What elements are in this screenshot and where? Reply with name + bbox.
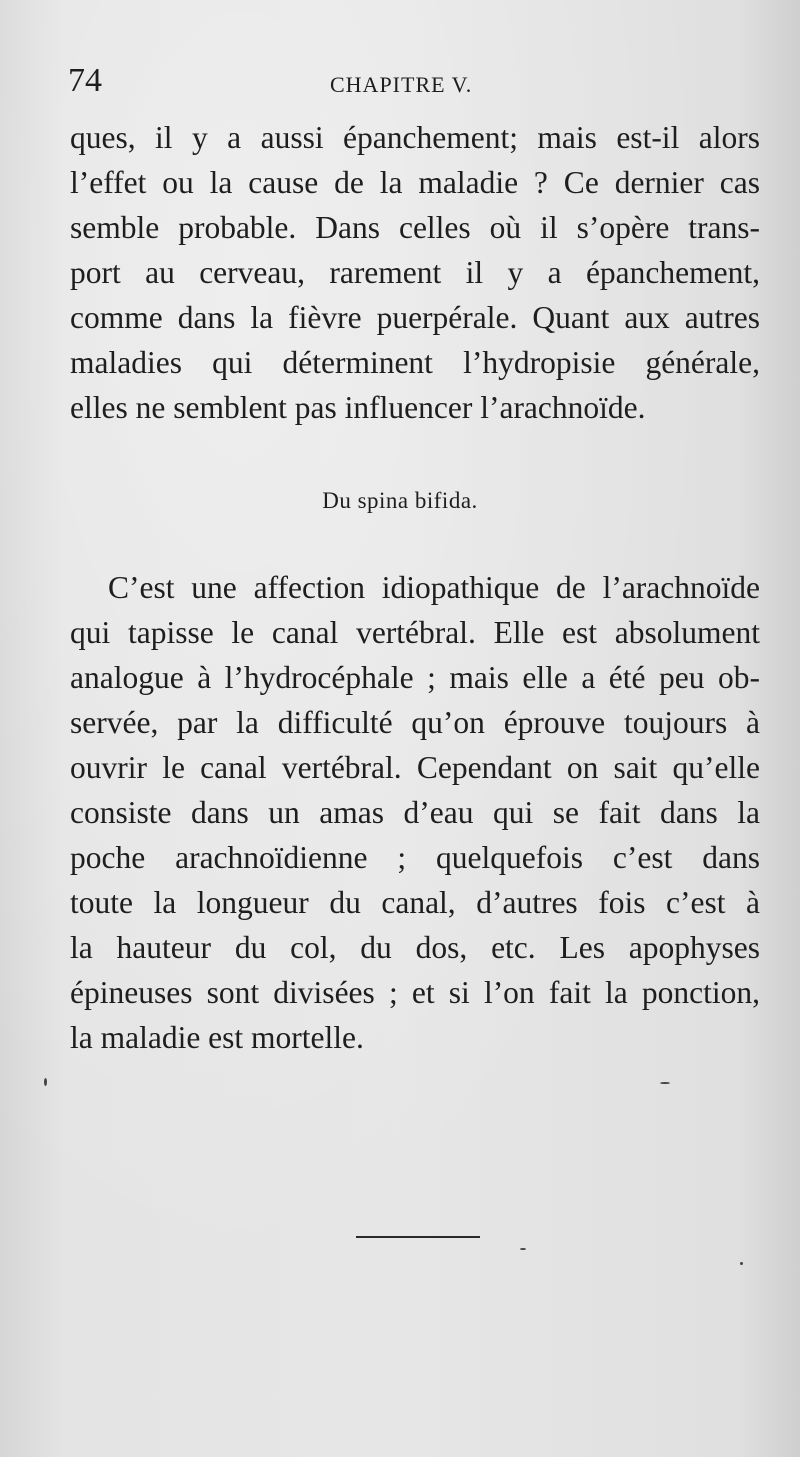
text-line: l’effet ou la cause de la maladie ? Ce dernier cas [70, 165, 760, 200]
text-line: épineuses sont divisées ; et si l’on fait la ponction, [70, 975, 760, 1010]
paragraph-1 [70, 115, 760, 430]
text-line: analogue à l’hydrocéphale ; mais elle a été peu ob- [70, 660, 760, 695]
paper-speck [520, 1248, 526, 1250]
ornamental-rule [356, 1236, 480, 1238]
text-line: ques, il y a aussi épanchement; mais est-il alors [70, 120, 760, 155]
running-head [68, 62, 754, 106]
text-line: consiste dans un amas d’eau qui se fait dans la [70, 795, 760, 830]
text-line: elles ne semblent pas influencer l’arachnoïde. [70, 390, 646, 425]
paper-speck [660, 1082, 670, 1084]
page-number: 74 [68, 62, 102, 99]
text-line: ouvrir le canal vertébral. Cependant on sait qu’elle [70, 750, 760, 785]
text-line: maladies qui déterminent l’hydropisie générale, [70, 345, 760, 380]
text-line: semble probable. Dans celles où il s’opère trans- [70, 210, 760, 245]
text-line: C’est une affection idiopathique de l’arachnoïde [108, 570, 760, 605]
section-heading: Du spina bifida. [322, 488, 478, 513]
text-line: poche arachnoïdienne ; quelquefois c’est dans [70, 840, 760, 875]
text-line: toute la longueur du canal, d’autres fois c’est à [70, 885, 760, 920]
paper-speck [740, 1262, 743, 1265]
text-line: comme dans la fièvre puerpérale. Quant aux autres [70, 300, 760, 335]
text-line: la maladie est mortelle. [70, 1020, 364, 1055]
text-line: qui tapisse le canal vertébral. Elle est absolument [70, 615, 760, 650]
text-line: port au cerveau, rarement il y a épanchement, [70, 255, 760, 290]
text-line: servée, par la difficulté qu’on éprouve toujours à [70, 705, 760, 740]
text-line: la hauteur du col, du dos, etc. Les apophyses [70, 930, 760, 965]
paragraph-2 [70, 565, 760, 1060]
chapter-title: CHAPITRE V. [330, 72, 473, 97]
paper-speck [44, 1078, 47, 1086]
